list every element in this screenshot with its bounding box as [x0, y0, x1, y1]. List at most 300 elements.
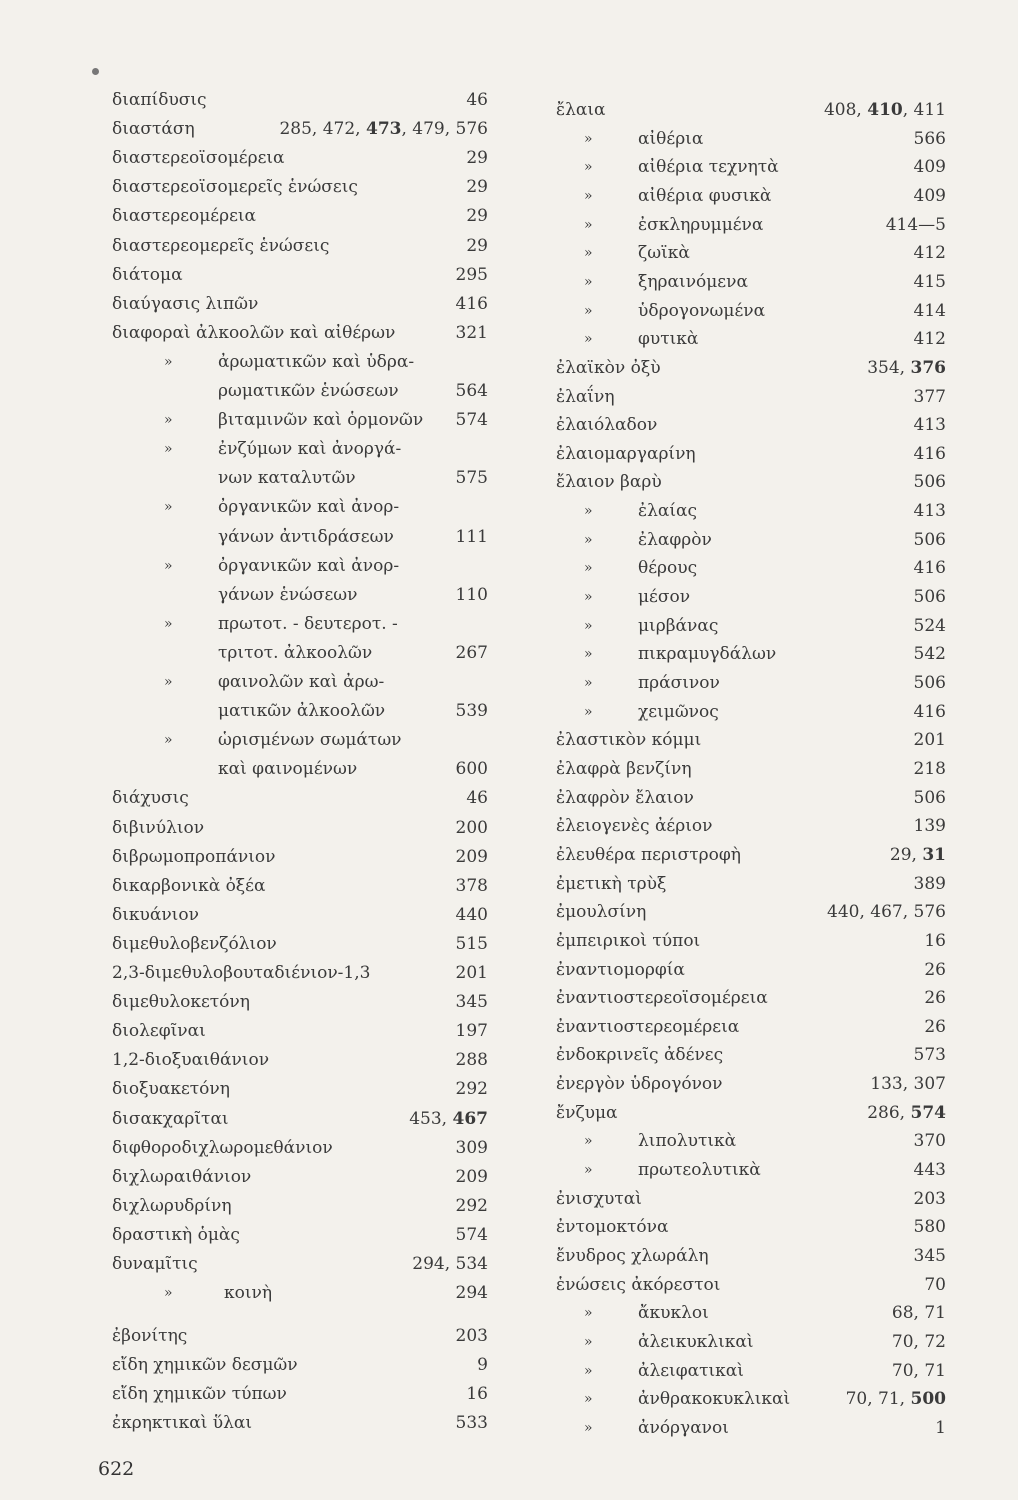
index-term: διαστερεομέρεια [112, 206, 257, 227]
index-term: τριτοτ. ἀλκοολῶν [218, 642, 373, 663]
index-term: δικυάνιον [112, 904, 199, 925]
index-entry [112, 435, 488, 463]
index-entry [556, 640, 946, 668]
index-pages: 416 [913, 558, 946, 579]
index-pages: 574 [455, 410, 488, 431]
index-pages: 111 [455, 526, 488, 547]
index-entry [556, 1414, 946, 1442]
index-pages: 309 [455, 1137, 488, 1158]
index-term: διβρωμοπροπάνιον [112, 846, 276, 867]
index-entry [112, 668, 488, 696]
index-term: αἰθέρια [638, 128, 704, 149]
index-term: ἐμπειρικοὶ τύποι [556, 930, 701, 951]
ditto-mark: » [584, 703, 593, 720]
index-pages: 440 [455, 904, 488, 925]
index-pages: 506 [913, 673, 946, 693]
index-entry [112, 988, 488, 1016]
index-pages: 110 [455, 584, 488, 605]
index-pages: 453, 467 [409, 1108, 488, 1129]
index-term: ἄκυκλοι [638, 1303, 709, 1324]
index-term: διαστερεοϊσομερεῖς ἑνώσεις [112, 177, 358, 198]
index-term: ἐκρηκτικαὶ ὕλαι [112, 1413, 253, 1433]
ditto-mark: » [584, 187, 593, 204]
ditto-mark: » [164, 674, 173, 690]
index-pages: 70, 72 [891, 1331, 946, 1352]
index-entry [556, 468, 946, 496]
index-entry [112, 377, 488, 405]
index-pages: 209 [455, 846, 488, 867]
index-pages: 26 [924, 988, 946, 1009]
index-pages: 294, 534 [412, 1254, 488, 1274]
index-term: ἐλαίας [638, 501, 698, 522]
index-pages: 575 [455, 468, 488, 489]
index-term: ἔνυδρος χλωράλη [556, 1246, 709, 1266]
index-pages: 292 [455, 1079, 488, 1100]
index-term: ἀνόργανοι [638, 1417, 729, 1438]
index-entry [112, 639, 488, 667]
index-term: διχλωρυδρίνη [112, 1195, 232, 1216]
index-term: ἀρωματικῶν καὶ ὑδρα- [218, 351, 415, 372]
index-pages: 412 [913, 329, 946, 350]
index-pages: 409 [913, 185, 946, 206]
index-entry [112, 348, 488, 376]
index-entry [556, 153, 946, 181]
index-term: ἔλαια [556, 100, 606, 120]
index-entry [556, 1242, 946, 1270]
index-term: ἐναντιοστερεοϊσομέρεια [556, 988, 768, 1009]
index-term: ἐλαφρὸν ἔλαιον [556, 787, 694, 808]
index-pages: 294 [455, 1283, 488, 1304]
index-term: πράσινον [638, 673, 720, 693]
index-term: ἐλαιόλαδον [556, 415, 658, 436]
index-term: ἔλαιον βαρὺ [556, 472, 662, 493]
index-term: φαινολῶν καὶ ἀρω- [218, 672, 385, 692]
index-term: ζωϊκὰ [638, 243, 690, 264]
index-term: μιρβάνας [638, 615, 719, 636]
index-pages: 203 [913, 1188, 946, 1209]
ditto-mark: » [584, 1305, 593, 1322]
index-term: ἐσκληρυμμένα [638, 214, 764, 235]
index-entry [112, 202, 488, 230]
index-entry [112, 232, 488, 260]
index-entry [556, 554, 946, 582]
index-entry [556, 211, 946, 239]
index-pages: 415 [913, 271, 946, 292]
index-pages: 378 [455, 875, 488, 896]
ditto-mark: » [584, 1133, 593, 1150]
index-entry [556, 1156, 946, 1184]
index-entry [112, 493, 488, 521]
index-term: ὑδρογονωμένα [638, 300, 766, 321]
index-term: διάτομα [112, 264, 183, 285]
index-pages: 46 [466, 90, 488, 110]
ditto-mark: » [584, 560, 593, 577]
index-term: ἐλευθέρα περιστροφὴ [556, 844, 741, 865]
index-entry [556, 698, 946, 726]
index-entry [112, 173, 488, 201]
ditto-mark: » [584, 675, 593, 691]
index-term: ἀλειφατικαὶ [638, 1360, 744, 1381]
index-pages: 389 [913, 873, 946, 894]
index-pages: 413 [913, 501, 946, 522]
index-pages: 600 [455, 759, 488, 780]
index-entry [112, 697, 488, 725]
index-pages: 440, 467, 576 [827, 902, 946, 923]
index-pages: 533 [455, 1413, 488, 1433]
index-pages: 564 [455, 381, 488, 401]
ditto-mark: » [584, 589, 593, 606]
index-pages: 70, 71 [891, 1360, 946, 1381]
ditto-mark: » [164, 1285, 173, 1302]
index-entry [112, 115, 488, 143]
index-pages: 218 [913, 758, 946, 779]
index-entry [112, 464, 488, 492]
index-term: 1,2-διοξυαιθάνιον [112, 1050, 270, 1071]
index-term: ἐναντιοστερεομέρεια [556, 1016, 740, 1037]
index-pages: 414—5 [885, 214, 946, 235]
index-term: διοξυακετόνη [112, 1079, 230, 1100]
index-pages: 515 [455, 933, 488, 954]
index-entry [556, 812, 946, 840]
index-pages: 506 [913, 787, 946, 808]
index-entry [556, 96, 946, 124]
ditto-mark: » [164, 412, 173, 429]
index-pages: 1 [935, 1417, 946, 1438]
index-term: εἴδη χημικῶν τύπων [112, 1384, 287, 1404]
index-term: διμεθυλοκετόνη [112, 992, 250, 1013]
index-entry [556, 1385, 946, 1413]
index-entry [112, 726, 488, 754]
ditto-mark: » [584, 302, 593, 319]
stray-ink-mark [92, 68, 99, 75]
index-entry [112, 872, 488, 900]
index-term: διαπίδυσις [112, 90, 207, 110]
ditto-mark: » [584, 1333, 593, 1350]
page-number: 622 [98, 1458, 135, 1480]
ditto-mark: » [164, 353, 173, 370]
index-term: αἰθέρια φυσικὰ [638, 185, 772, 206]
index-entry [112, 1017, 488, 1045]
index-term: ἀνθρακοκυκλικαὶ [638, 1389, 791, 1410]
index-pages: 580 [913, 1217, 946, 1238]
index-entry [112, 319, 488, 347]
index-pages: 295 [455, 264, 488, 285]
index-pages: 139 [913, 816, 946, 837]
index-entry [556, 669, 946, 697]
index-entry [112, 552, 488, 580]
index-term: ὀργανικῶν καὶ ἀνορ- [218, 555, 400, 576]
index-term: ὀργανικῶν καὶ ἀνορ- [218, 497, 400, 518]
index-pages: 29 [466, 177, 488, 198]
index-pages: 345 [913, 1246, 946, 1266]
index-entry [556, 1070, 946, 1098]
index-pages: 408, 410, 411 [823, 100, 946, 120]
index-entry [112, 1380, 488, 1408]
index-term: δικαρβονικὰ ὀξέα [112, 875, 266, 896]
index-entry [112, 581, 488, 609]
index-term: ἑνώσεις ἀκόρεστοι [556, 1274, 721, 1295]
index-entry [556, 239, 946, 267]
ditto-mark: » [584, 331, 593, 348]
index-pages: 354, 376 [867, 357, 946, 378]
index-entry [556, 726, 946, 754]
index-entry [112, 261, 488, 289]
index-pages: 416 [455, 293, 488, 314]
index-entry [112, 1351, 488, 1379]
ditto-mark: » [584, 216, 593, 233]
index-pages: 16 [466, 1384, 488, 1404]
index-term: διολεφῖναι [112, 1021, 206, 1042]
index-entry [556, 898, 946, 926]
index-pages: 200 [455, 817, 488, 838]
index-entry [556, 1185, 946, 1213]
index-entry [556, 984, 946, 1012]
index-entry [556, 755, 946, 783]
index-pages: 345 [455, 992, 488, 1013]
index-entry [556, 1328, 946, 1356]
index-pages: 26 [924, 1016, 946, 1037]
index-pages: 133, 307 [870, 1074, 946, 1095]
index-pages: 201 [455, 963, 488, 983]
index-pages: 506 [913, 587, 946, 608]
index-term: διχλωραιθάνιον [112, 1166, 252, 1187]
index-term: ξηραινόμενα [638, 271, 748, 292]
index-pages: 539 [455, 701, 488, 722]
index-entry [556, 297, 946, 325]
index-entry [556, 956, 946, 984]
ditto-mark: » [584, 1391, 593, 1408]
index-term: κοινὴ [224, 1283, 273, 1304]
index-pages: 409 [913, 157, 946, 178]
index-term: ἐνδοκρινεῖς ἀδένες [556, 1045, 724, 1066]
index-term: ἐλαφρὸν [638, 529, 712, 550]
index-entry [112, 86, 488, 114]
index-pages: 370 [913, 1131, 946, 1152]
index-entry [112, 1322, 488, 1350]
index-term: ὡρισμένων σωμάτων [218, 730, 402, 751]
index-term: λιπολυτικὰ [638, 1131, 737, 1152]
index-term: ἔνζυμα [556, 1102, 618, 1123]
ditto-mark: » [584, 1362, 593, 1379]
ditto-mark: » [584, 130, 593, 147]
index-term: νων καταλυτῶν [218, 468, 356, 489]
index-term: διμεθυλοβενζόλιον [112, 933, 277, 954]
index-term: ἐνζύμων καὶ ἀνοργά- [218, 439, 402, 460]
index-entry [556, 411, 946, 439]
index-term: ἀλεικυκλικαὶ [638, 1331, 754, 1352]
index-entry [556, 1041, 946, 1069]
index-term: 2,3-διμεθυλοβουταδιένιον-1,3 [112, 963, 371, 983]
ditto-mark: » [164, 499, 173, 516]
index-pages: 542 [913, 644, 946, 665]
index-term: ἐνεργὸν ὑδρογόνον [556, 1074, 723, 1095]
index-pages: 29, 31 [889, 844, 946, 865]
index-pages: 416 [913, 443, 946, 464]
ditto-mark: » [164, 615, 173, 632]
index-pages: 70, 71, 500 [845, 1389, 946, 1410]
index-term: βιταμινῶν καὶ ὁρμονῶν [218, 410, 424, 431]
index-term: ἐλαστικὸν κόμμι [556, 730, 702, 751]
ditto-mark: » [584, 531, 593, 548]
index-entry [112, 1221, 488, 1249]
index-entry [112, 144, 488, 172]
index-pages: 506 [913, 529, 946, 550]
index-pages: 16 [924, 930, 946, 951]
index-pages: 209 [455, 1166, 488, 1187]
index-term: διφθοροδιχλωρομεθάνιον [112, 1137, 333, 1158]
index-pages: 413 [913, 415, 946, 436]
index-term: δυναμῖτις [112, 1254, 198, 1274]
index-term: ἐλαΐνη [556, 386, 615, 407]
index-entry [556, 841, 946, 869]
index-entry [556, 125, 946, 153]
index-pages: 524 [913, 615, 946, 636]
index-entry [112, 901, 488, 929]
ditto-mark: » [164, 557, 173, 574]
index-term: ἐναντιομορφία [556, 959, 685, 980]
index-pages: 574 [455, 1224, 488, 1245]
index-pages: 29 [466, 148, 488, 169]
index-term: διβινύλιον [112, 817, 205, 838]
index-entry [556, 354, 946, 382]
index-term: γάνων ἑνώσεων [218, 584, 358, 605]
index-term: ἐλαιομαργαρίνη [556, 443, 696, 464]
index-entry [556, 526, 946, 554]
index-entry [112, 1163, 488, 1191]
index-pages: 573 [913, 1045, 946, 1066]
index-term: διαστερεοϊσομέρεια [112, 148, 285, 169]
index-entry [112, 523, 488, 551]
index-entry [112, 1105, 488, 1133]
ditto-mark: » [584, 1162, 593, 1179]
ditto-mark: » [584, 617, 593, 634]
index-pages: 292 [455, 1195, 488, 1216]
index-pages: 443 [913, 1160, 946, 1181]
index-pages: 321 [455, 322, 488, 343]
index-pages: 26 [924, 959, 946, 980]
index-entry [556, 1213, 946, 1241]
index-term: ἐλαϊκὸν ὀξὺ [556, 357, 661, 378]
index-entry [112, 1279, 488, 1307]
index-entry [556, 870, 946, 898]
index-term: διαύγασις λιπῶν [112, 293, 259, 314]
index-term: ἐντομοκτόνα [556, 1217, 669, 1238]
index-term: ἐμετικὴ τρὺξ [556, 873, 667, 894]
index-entry [112, 784, 488, 812]
index-term: καὶ φαινομένων [218, 759, 358, 780]
index-term: πρωτεολυτικὰ [638, 1160, 761, 1181]
index-entry [112, 1250, 488, 1278]
index-entry [112, 755, 488, 783]
index-pages: 29 [466, 206, 488, 227]
index-entry [556, 497, 946, 525]
index-pages: 286, 574 [867, 1102, 946, 1123]
index-entry [556, 784, 946, 812]
index-term: ἐλειογενὲς ἀέριον [556, 816, 713, 837]
index-entry [556, 1099, 946, 1127]
ditto-mark: » [584, 245, 593, 262]
index-term: εἴδη χημικῶν δεσμῶν [112, 1355, 298, 1375]
index-term: δισακχαρῖται [112, 1108, 229, 1129]
index-entry [556, 612, 946, 640]
index-entry [556, 325, 946, 353]
ditto-mark: » [584, 273, 593, 290]
ditto-mark: » [584, 503, 593, 520]
index-entry [112, 1046, 488, 1074]
index-entry [112, 930, 488, 958]
index-pages: 9 [477, 1355, 488, 1375]
index-pages: 414 [913, 300, 946, 321]
index-entry [112, 1409, 488, 1437]
index-pages: 285, 472, 473, 479, 576 [279, 119, 488, 140]
index-pages: 197 [455, 1021, 488, 1042]
index-entry [112, 1192, 488, 1220]
index-entry [556, 1357, 946, 1385]
index-term: ἐνισχυταὶ [556, 1188, 642, 1209]
index-entry [556, 1013, 946, 1041]
index-entry [556, 383, 946, 411]
index-term: διαφοραὶ ἀλκοολῶν καὶ αἰθέρων [112, 322, 396, 343]
index-pages: 68, 71 [891, 1303, 946, 1324]
ditto-mark: » [584, 646, 593, 663]
index-entry [112, 406, 488, 434]
index-term: δραστικὴ ὁμὰς [112, 1224, 240, 1245]
index-pages: 288 [455, 1050, 488, 1071]
index-entry [112, 610, 488, 638]
index-term: γάνων ἀντιδράσεων [218, 526, 394, 547]
index-entry [112, 1134, 488, 1162]
index-term: ρωματικῶν ἑνώσεων [218, 381, 399, 401]
index-entry [556, 927, 946, 955]
ditto-mark: » [584, 159, 593, 176]
index-term: πρωτοτ. - δευτεροτ. - [218, 613, 398, 634]
index-pages: 29 [466, 235, 488, 256]
index-pages: 46 [466, 788, 488, 809]
ditto-mark: » [164, 732, 173, 749]
index-entry [556, 1299, 946, 1327]
index-term: αἰθέρια τεχνητὰ [638, 157, 779, 178]
index-term: διαστάση [112, 119, 195, 140]
index-entry [556, 440, 946, 468]
index-entry [112, 959, 488, 987]
index-term: μέσον [638, 587, 691, 608]
index-term: φυτικὰ [638, 329, 699, 350]
index-term: θέρους [638, 558, 698, 579]
index-entry [556, 268, 946, 296]
index-term: ἐμουλσίνη [556, 902, 647, 923]
index-entry [112, 843, 488, 871]
index-entry [112, 814, 488, 842]
index-pages: 377 [913, 386, 946, 407]
index-entry [556, 1271, 946, 1299]
index-term: χειμῶνος [638, 701, 719, 722]
index-term: ματικῶν ἀλκοολῶν [218, 701, 386, 722]
index-pages: 70 [924, 1274, 946, 1295]
ditto-mark: » [584, 1419, 593, 1436]
index-term: ἐβονίτης [112, 1326, 188, 1346]
index-term: πικραμυγδάλων [638, 644, 777, 665]
index-pages: 506 [913, 472, 946, 493]
index-entry [556, 583, 946, 611]
index-entry [112, 1075, 488, 1103]
index-term: διάχυσις [112, 788, 189, 809]
index-pages: 416 [913, 701, 946, 722]
ditto-mark: » [164, 441, 173, 458]
index-pages: 566 [913, 128, 946, 149]
index-pages: 201 [913, 730, 946, 751]
index-entry [556, 182, 946, 210]
index-pages: 267 [455, 642, 488, 663]
